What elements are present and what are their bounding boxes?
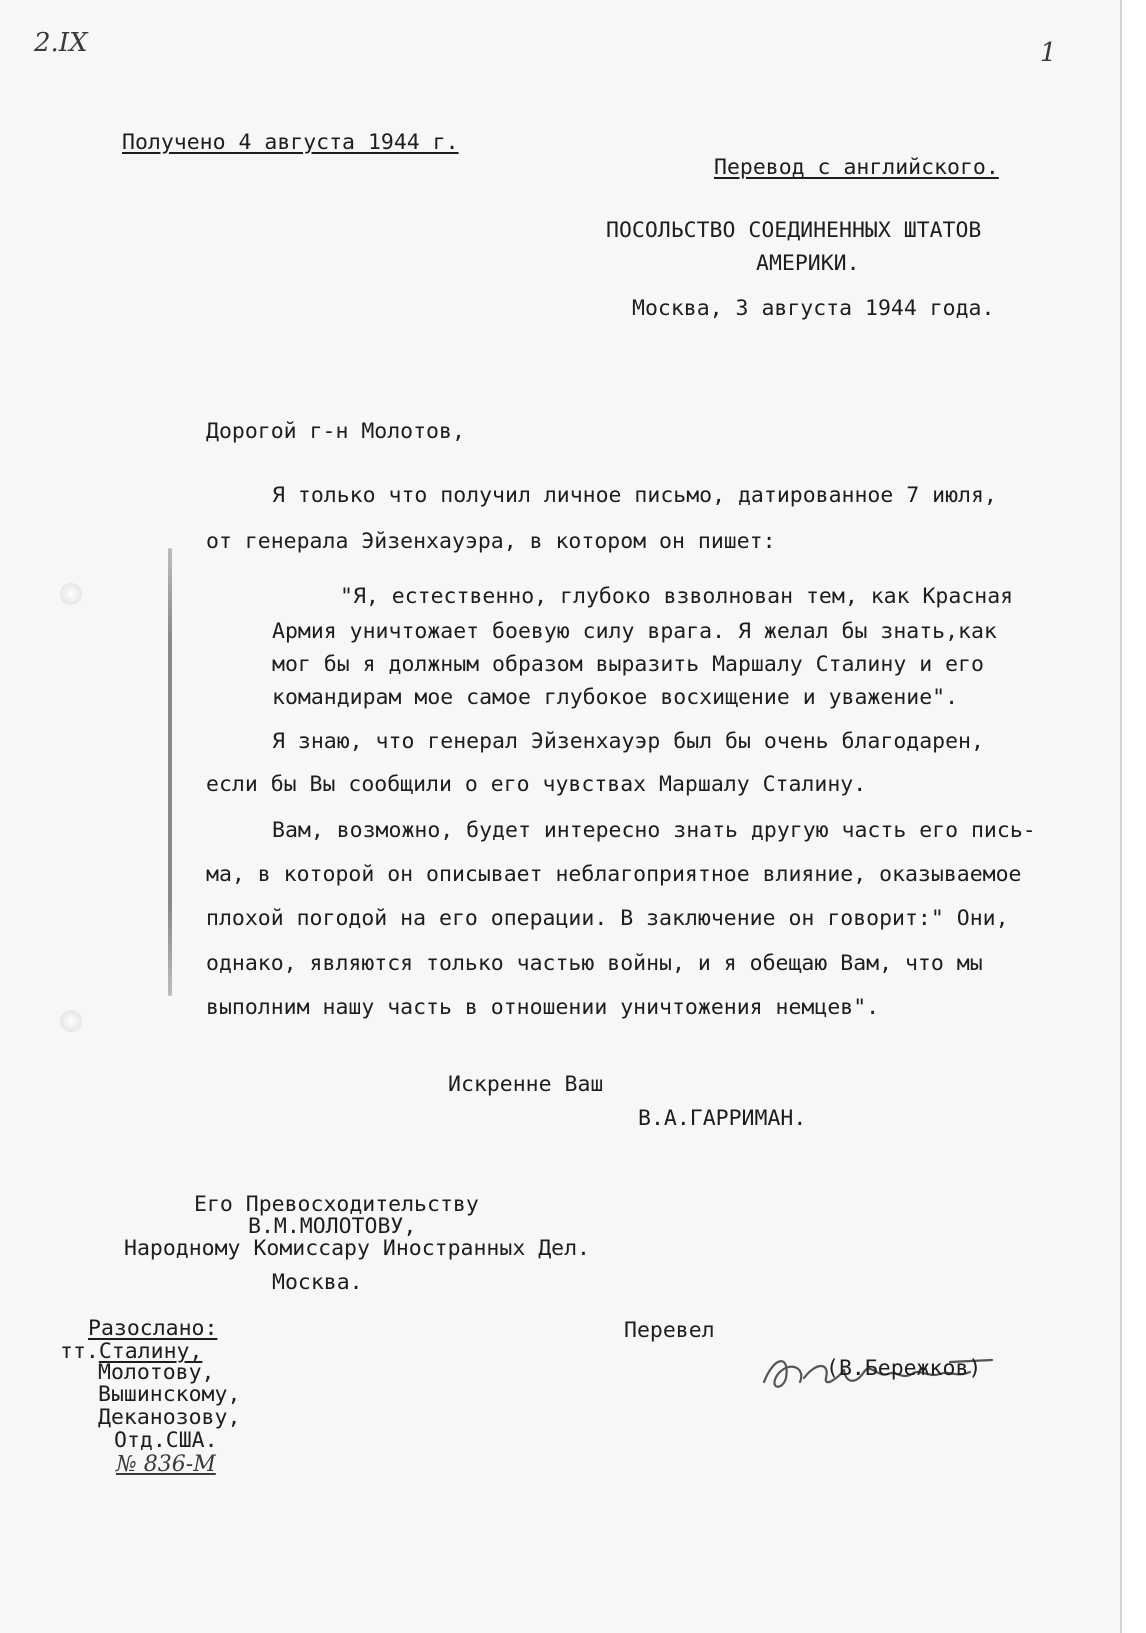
received-date: Получено 4 августа 1944 г. <box>122 130 459 155</box>
quote-line: мог бы я должным образом выразить Маршалу Сталину и его <box>272 652 984 677</box>
embassy-name-line2: АМЕРИКИ. <box>756 251 860 276</box>
page-number: 1 <box>1040 38 1057 68</box>
body-line: от генерала Эйзенхауэра, в котором он пишет: <box>206 529 776 554</box>
embassy-name-line1: ПОСОЛЬСТВО СОЕДИНЕННЫХ ШТАТОВ <box>606 218 982 243</box>
quote-line: командирам мое самое глубокое восхищение и уважение". <box>272 685 959 710</box>
distribution-line: Молотову, <box>98 1360 215 1385</box>
distribution-line: Отд.США. <box>114 1428 218 1453</box>
pencil-annotation: 2.IX <box>34 28 88 58</box>
closing: Искренне Ваш <box>448 1072 604 1097</box>
registry-number: № 836-М <box>116 1452 216 1477</box>
addressee-line: Народному Комиссару Иностранных Дел. <box>124 1236 590 1261</box>
salutation: Дорогой г-н Молотов, <box>206 419 465 444</box>
pencil-margin-mark <box>168 548 172 996</box>
punch-hole-top <box>60 583 82 605</box>
body-line: Я только что получил личное письмо, датированное 7 июля, <box>272 483 997 508</box>
addressee-line: Москва. <box>272 1270 363 1295</box>
quote-line: "Я, естественно, глубоко взволнован тем, как Красная <box>340 584 1014 609</box>
distribution-recipient: Сталину, <box>98 1339 203 1364</box>
addressee-line: Его Превосходительству <box>194 1192 479 1217</box>
body-line: плохой погодой на его операции. В заключение он говорит:" Они, <box>206 906 1009 931</box>
translator-label: Перевел <box>624 1318 715 1343</box>
body-line: однако, являются только частью войны, и я обещаю Вам, что мы <box>206 951 983 976</box>
translation-note: Перевод с английского. <box>714 155 999 180</box>
quote-line: Армия уничтожает боевую силу врага. Я желал бы знать,как <box>272 619 997 644</box>
body-line: ма, в которой он описывает неблагоприятное влияние, оказываемое <box>206 862 1022 887</box>
paper-margin <box>1122 0 1146 1633</box>
translator-name: (В.Бережков) <box>826 1356 982 1381</box>
body-line: Я знаю, что генерал Эйзенхауэр был бы очень благодарен, <box>272 729 984 754</box>
distribution-line: Деканозову, <box>98 1405 241 1430</box>
distribution-line: Вышинскому, <box>98 1382 241 1407</box>
punch-hole-bottom <box>60 1010 82 1032</box>
signer-name: В.А.ГАРРИМАН. <box>638 1106 807 1131</box>
distribution-heading: Разослано: <box>88 1316 218 1341</box>
distribution-prefix: тт. <box>60 1339 99 1364</box>
body-line: если бы Вы сообщили о его чувствах Маршалу Сталину. <box>206 772 867 797</box>
body-line: выполним нашу часть в отношении уничтожения немцев". <box>206 995 880 1020</box>
place-date: Москва, 3 августа 1944 года. <box>632 296 995 321</box>
addressee-line: В.М.МОЛОТОВУ, <box>248 1214 417 1239</box>
body-line: Вам, возможно, будет интересно знать другую часть его пись- <box>272 818 1036 843</box>
